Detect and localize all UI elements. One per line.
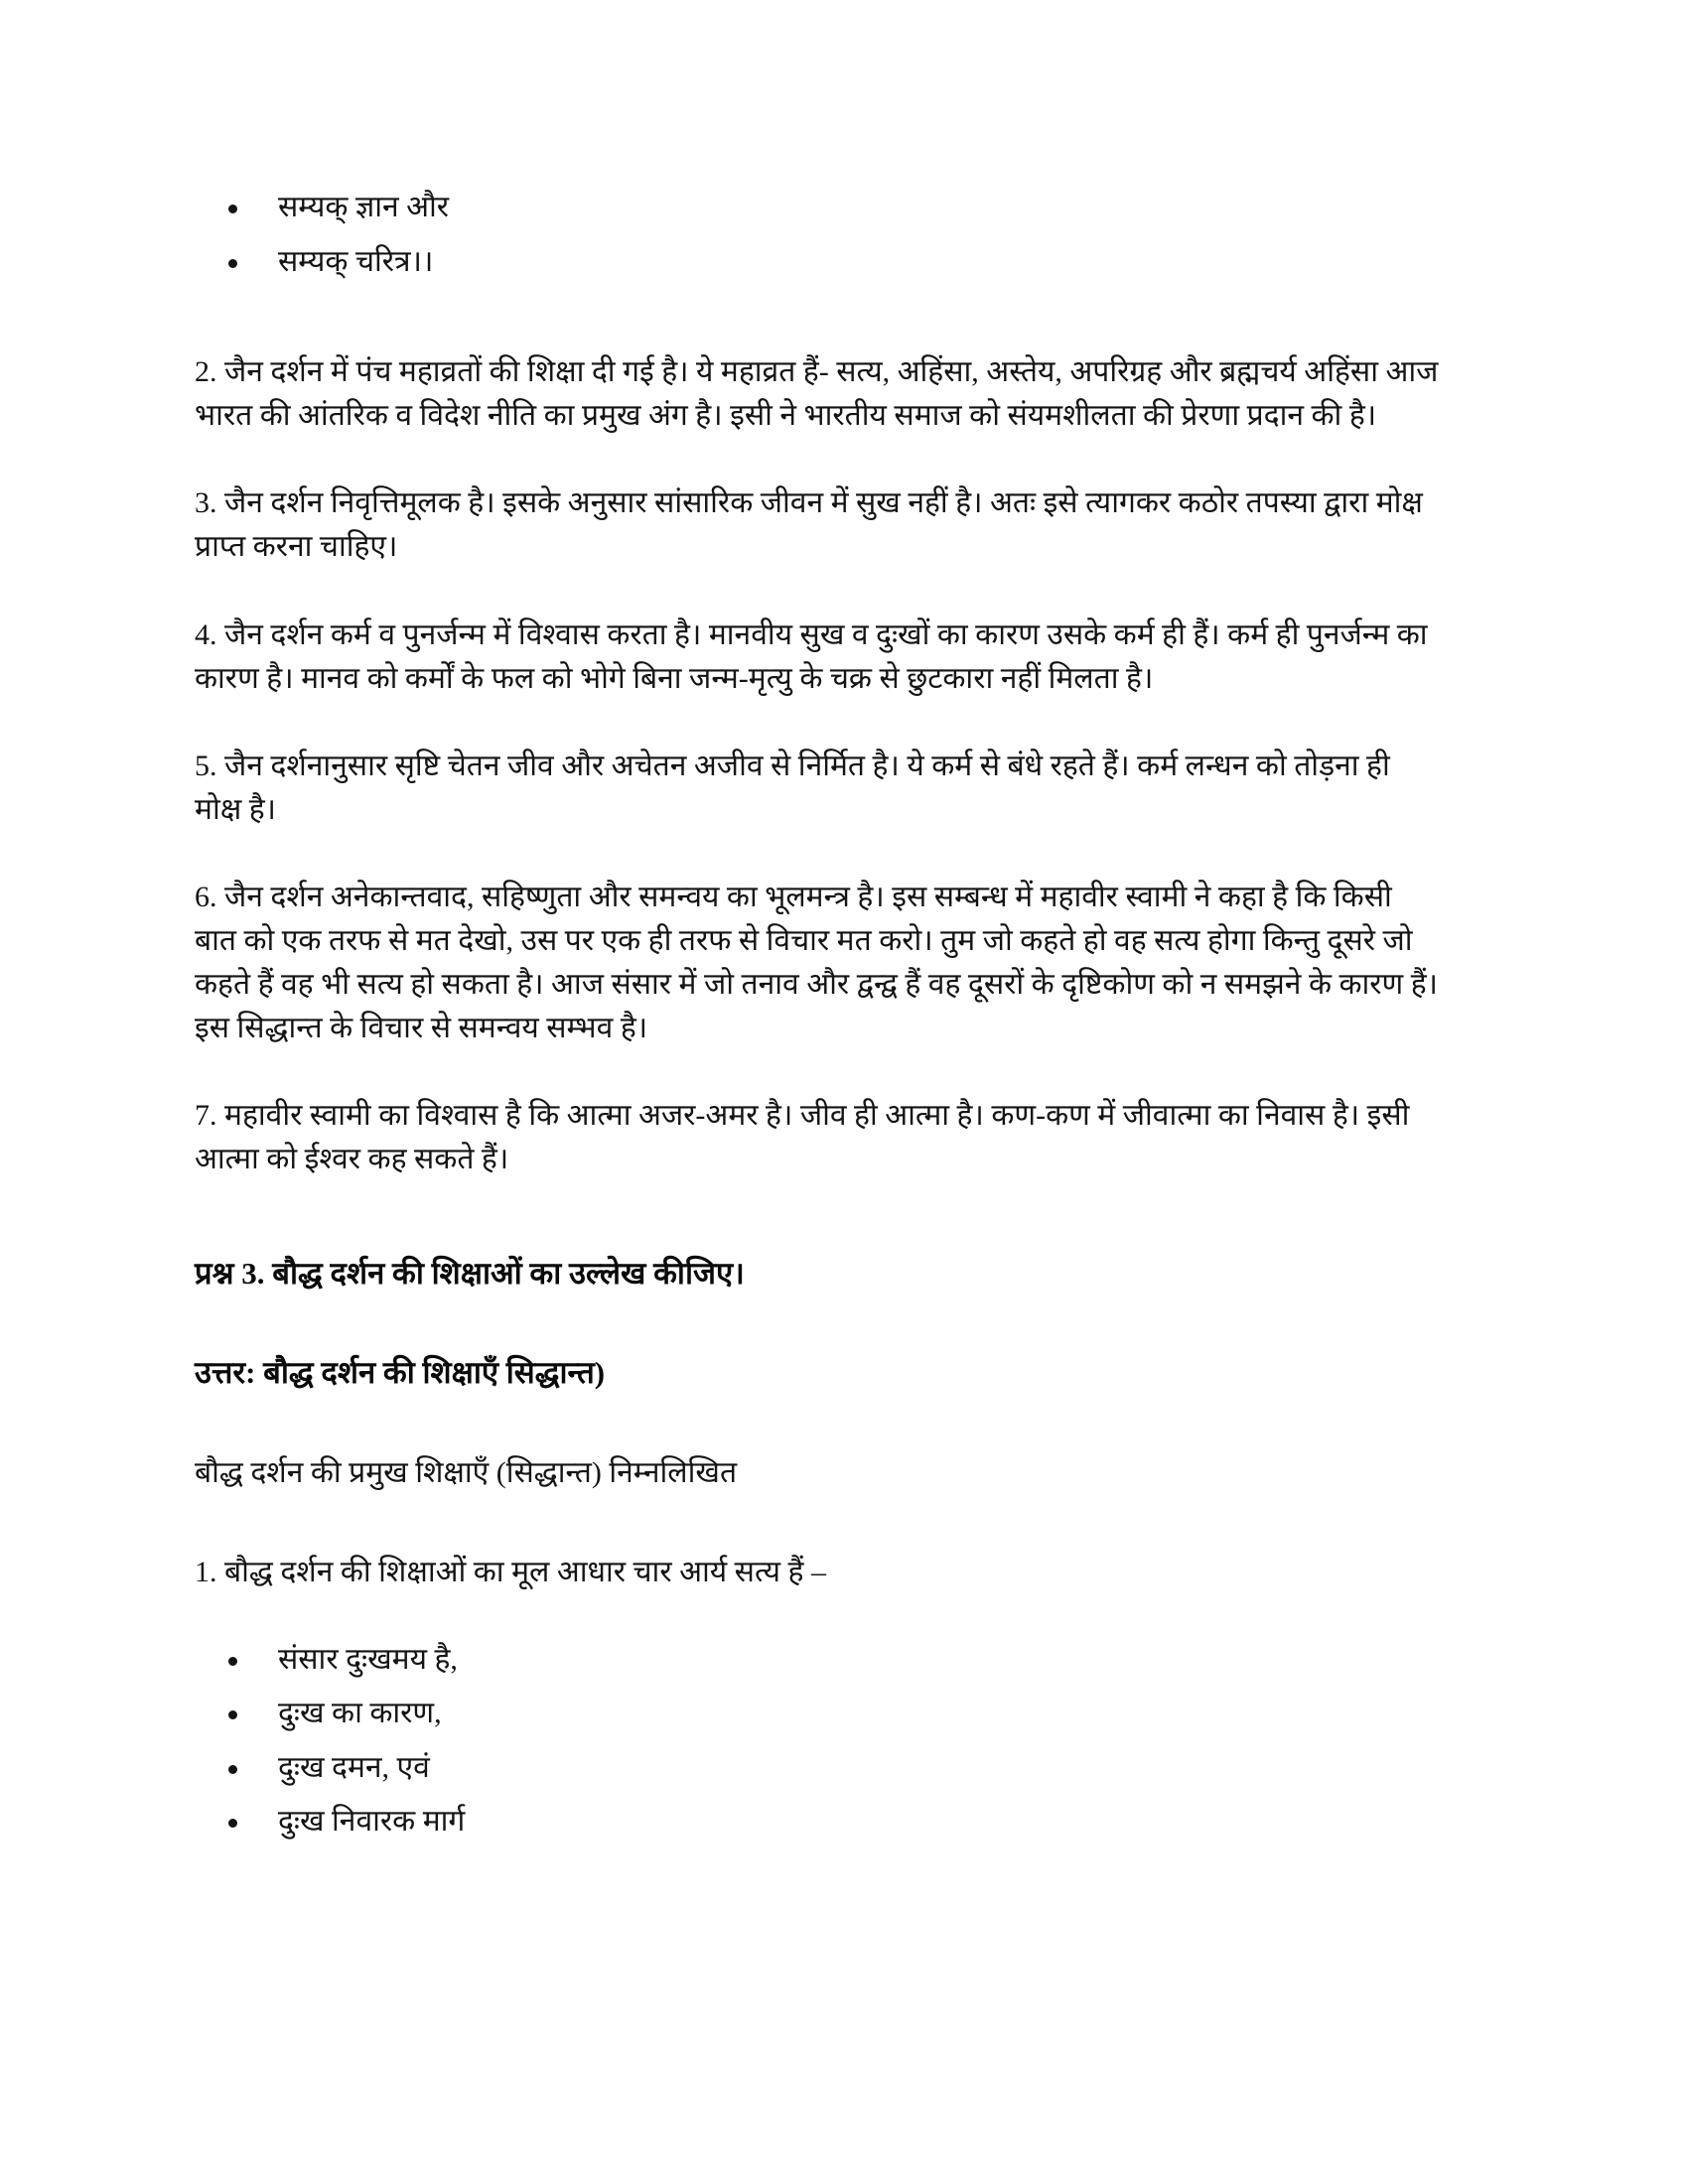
list-item xyxy=(195,187,1440,229)
spacer xyxy=(195,832,1440,876)
spacer xyxy=(195,295,1440,350)
list-item-text: दुःख दमन, एवं xyxy=(278,1750,430,1784)
answer-intro: बौद्ध दर्शन की प्रमुख शिक्षाएँ (सिद्धान्त) निम्नलिखित xyxy=(195,1456,738,1490)
list-item-text: दुःख का कारण, xyxy=(278,1697,442,1730)
spacer xyxy=(195,701,1440,745)
jain-point-5: 5. जैन दर्शनानुसार सृष्टि चेतन जीव और अचेतन अजीव से निर्मित है। ये कर्म से बंधे रहते हैं। कर्म लन्धन को तोड़ना ही मोक्ष है। xyxy=(195,749,1390,826)
list-item xyxy=(195,1801,1440,1843)
four-noble-truths-list xyxy=(195,1639,1440,1843)
list-item-text: सम्यक् चरित्र।। xyxy=(278,244,434,278)
list-item xyxy=(195,1747,1440,1790)
jain-point-7: 7. महावीर स्वामी का विश्वास है कि आत्मा अजर-अमर है। जीव ही आत्मा है। कण-कण में जीवात्मा का निवास है। इसी आत्मा को ईश्वर कह सकते हैं। xyxy=(195,1099,1410,1176)
spacer xyxy=(195,1182,1440,1252)
top-bullet-list xyxy=(195,187,1440,283)
question-heading: प्रश्न 3. बौद्ध दर्शन की शिक्षाओं का उल्लेख कीजिए। xyxy=(195,1255,745,1291)
spacer xyxy=(195,1595,1440,1639)
jain-point-6: 6. जैन दर्शन अनेकान्तवाद, सहिष्णुता और समन्वय का भूलमन्त्र है। इस सम्बन्ध में महावीर स्वामी ने कहा है कि किसी बात को एक तरफ से मत देखो, उस पर एक ही तरफ से विचार मत करो। तुम जो कहते हो वह सत्य होगा किन्तु दूसरे जो कहते हैं वह भी सत्य हो सकता है। आज संसार में जो तनाव और द्वन्द्व हैं वह दूसरों के दृष्टिकोण को न समझने के कारण हैं। इस सिद्धान्त के विचार से समन्वय सम्भव है। xyxy=(195,880,1439,1045)
list-item-text: दुःख निवारक मार्ग xyxy=(278,1805,466,1839)
jain-point-2: 2. जैन दर्शन में पंच महाव्रतों की शिक्षा दी गई है। ये महाव्रत हैं- सत्य, अहिंसा, अस्तेय, अपरिग्रह और ब्रह्मचर्य अहिंसा आज भारत की आंतरिक व विदेश नीति का प्रमुख अंग है। इसी ने भारतीय समाज को संयमशीलता की प्रेरणा प्रदान की है। xyxy=(195,355,1439,433)
list-item-text: संसार दुःखमय है, xyxy=(278,1642,458,1676)
spacer xyxy=(195,570,1440,614)
buddhist-point-1: 1. बौद्ध दर्शन की शिक्षाओं का मूल आधार चार आर्य सत्य हैं – xyxy=(195,1556,826,1589)
jain-point-4: 4. जैन दर्शन कर्म व पुनर्जन्म में विश्वास करता है। मानवीय सुख व दुःखों का कारण उसके कर्म ही हैं। कर्म ही पुनर्जन्म का कारण है। मानव को कर्मों के फल को भोगे बिना जन्म-मृत्यु के चक्र से छुटकारा नहीं मिलता है। xyxy=(195,617,1428,695)
spacer xyxy=(195,1396,1440,1451)
spacer xyxy=(195,1050,1440,1094)
spacer xyxy=(195,1495,1440,1551)
jain-point-3: 3. जैन दर्शन निवृत्तिमूलक है। इसके अनुसार सांसारिक जीवन में सुख नहीं है। अतः इसे त्यागकर कठोर तपस्या द्वारा मोक्ष प्राप्त करना चाहिए। xyxy=(195,486,1423,564)
list-item-text: सम्यक् ज्ञान और xyxy=(278,191,450,223)
list-item xyxy=(195,241,1440,284)
document-body xyxy=(195,187,1440,1843)
answer-heading: उत्तर: बौद्ध दर्शन की शिक्षाएँ सिद्धान्त) xyxy=(195,1355,606,1391)
spacer xyxy=(195,438,1440,481)
list-item xyxy=(195,1693,1440,1735)
spacer xyxy=(195,1296,1440,1351)
list-item xyxy=(195,1639,1440,1682)
